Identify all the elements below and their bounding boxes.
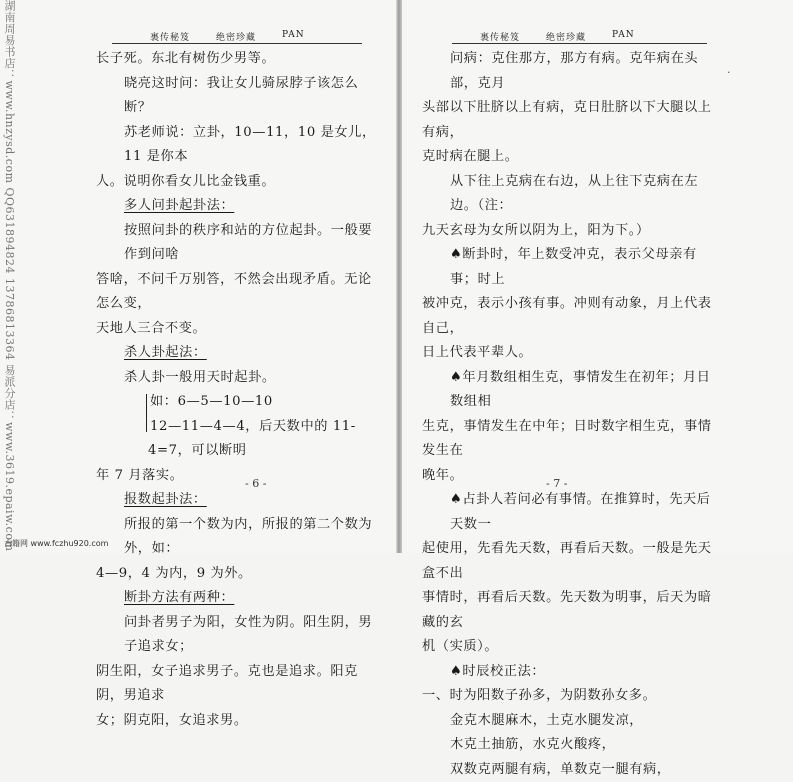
text-line: 答啥，不问千万别答，不然会出现矛盾。无论怎么变， (96, 268, 384, 317)
text-line: 头部以下肚脐以上有病，克日肚脐以下大腿以上有病， (422, 96, 714, 145)
text-line: 克时病在腿上。 (422, 145, 714, 170)
text-line: 长子死。东北有树伤少男等。 (96, 47, 384, 72)
section-heading: 多人问卦起卦法： (124, 198, 234, 213)
section-heading: 断卦方法有两种： (124, 590, 234, 605)
text-line: 问病：克住那方，那方有病。克年病在头部，克月 (422, 47, 714, 96)
scan-speck: · (727, 66, 731, 79)
text-line: 机（实质）。 (422, 635, 714, 660)
text-line: 年 7 月落实。 (96, 464, 384, 489)
text-line: 女；阴克阳，女追求男。 (96, 709, 384, 734)
page-number: - 7 - (546, 477, 567, 490)
header-right-title: PAN (612, 30, 635, 46)
text-line: 木克土抽筋，水克火酸疼， (422, 733, 714, 758)
bracket-line (146, 394, 147, 432)
text-line: 如：6—5—10—10 (150, 394, 273, 409)
text-line: 九天玄母为女所以阴为上，阳为下。） (422, 219, 714, 244)
section-heading: 报数起卦法： (124, 492, 207, 507)
text-line: 苏老师说：立卦，10—11，10 是女儿，11 是你本 (96, 121, 384, 170)
text-line: 问卦者男子为阳，女性为阴。阳生阴，男子追求女； (96, 611, 384, 660)
header-rule (452, 43, 707, 44)
text-line: ♠年月数组相生克，事情发生在初年；月日数组相 (422, 366, 714, 415)
text-line: ♠占卦人若问必有事情。在推算时，先天后天数一 (422, 488, 714, 537)
text-line: 天地人三合不变。 (96, 317, 384, 342)
text-line: 晚年。 (422, 464, 714, 489)
left-page (0, 0, 396, 553)
header-left-title: 裏传秘笈 (480, 30, 520, 46)
header-right-title: PAN (282, 30, 305, 46)
right-page (402, 0, 793, 553)
text-line: 从下往上克病在右边，从上往下克病在左边。（注： (422, 170, 714, 219)
header-center-title: 绝密珍藏 (546, 30, 586, 46)
header-rule (112, 43, 362, 44)
text-line: 事情时，再看后天数。先天数为明事，后天为暗藏的玄 (422, 586, 714, 635)
text-line: 阴生阳，女子追求男子。克也是追求。阳克阴，男追求 (96, 660, 384, 709)
text-line: 晓亮这时问：我让女儿骑尿脖子该怎么断？ (96, 72, 384, 121)
text-line: 按照问卦的秩序和站的方位起卦。一般要作到问啥 (96, 219, 384, 268)
header-center-title: 绝密珍藏 (216, 30, 256, 46)
side-watermark: 湖南周易书店：www.hnzysd.com QQ631894824 13786813364 易派分店：www.3619.epaiw.com (2, 0, 16, 553)
section-heading: ♠时辰校正法： (422, 660, 714, 685)
section-heading: 杀人卦起法： (124, 345, 207, 360)
bottom-watermark: 古籍网 www.fczhu920.com (4, 538, 108, 549)
header-left-title: 裏传秘笈 (150, 30, 190, 46)
text-line: 所报的第一个数为内，所报的第二个数为外，如： (96, 513, 384, 562)
text-line: 12—11—4—4，后天数中的 11-4=7，可以断明 (96, 415, 384, 464)
text-line: 金克木腿麻木，土克水腿发凉， (422, 709, 714, 734)
left-body-text (96, 47, 384, 733)
text-line: 人。说明你看女儿比金钱重。 (96, 170, 384, 195)
text-line: 被冲克，表示小孩有事。冲则有动象，月上代表自己， (422, 292, 714, 341)
text-line: 生克，事情发生在中年；日时数字相生克，事情发生在 (422, 415, 714, 464)
text-line: 日上代表平辈人。 (422, 341, 714, 366)
text-line: 4—9，4 为内，9 为外。 (96, 562, 384, 587)
text-line: 杀人卦一般用天时起卦。 (96, 366, 384, 391)
page-number: - 6 - (245, 477, 266, 490)
text-line: 起使用，先看先天数，再看后天数。一般是先天盒不出 (422, 537, 714, 586)
text-line: 双数克两腿有病，单数克一腿有病， (422, 758, 714, 782)
text-line: 一、时为阳数子孙多，为阴数孙女多。 (422, 684, 714, 709)
right-body-text (422, 47, 714, 782)
text-line: ♠断卦时，年上数受冲克，表示父母亲有事；时上 (422, 243, 714, 292)
